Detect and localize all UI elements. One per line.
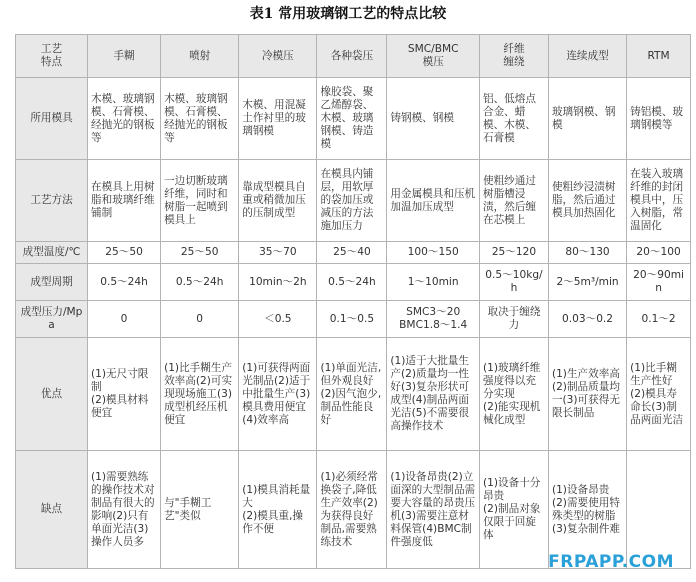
table-cell: (1)设备十分昂贵 (2)制品对象仅限于回旋体: [480, 451, 549, 569]
header-corner: 工艺 特点: [16, 35, 88, 78]
row-label: 工艺方法: [16, 160, 88, 242]
table-cell: [627, 451, 691, 569]
table-cell: (1)无尺寸限制 (2)模具材料便宜: [88, 338, 161, 451]
table-row: [16, 451, 691, 569]
row-label: 成型压力/Mpa: [16, 301, 88, 338]
table-cell: 橡胶袋、聚乙烯醇袋、木模、玻璃钢模、铸造模: [317, 78, 387, 160]
table-title: 表1 常用玻璃钢工艺的特点比较: [249, 6, 447, 22]
table-cell: 在装入玻璃纤维的封闭模具中，压入树脂，常温固化: [627, 160, 691, 242]
table-cell: (1)设备昂贵(2)立面深的大型制品需要大容量的昂贵压机(3)需要注意材料保管(4)BMC制件强度低: [387, 451, 480, 569]
table-cell: (1)生产效率高(2)制品质量均一(3)可获得无限长制品: [548, 338, 626, 451]
table-cell: 20～100: [627, 242, 691, 264]
table-cell: 取决于缠绕力: [480, 301, 549, 338]
table-cell: (1)设备昂贵 (2)需要使用特殊类型的树脂(3)复杂制件难: [548, 451, 626, 569]
table-cell: 10min～2h: [239, 264, 317, 301]
header-smc-bmc: SMC/BMC 模压: [387, 35, 480, 78]
table-cell: (1)需要熟练的操作技术对制品有很大的影响(2)只有单面光洁(3)操作人员多: [88, 451, 161, 569]
table-cell: 铸铝模、玻璃钢模等: [627, 78, 691, 160]
table-cell: 25～50: [88, 242, 161, 264]
table-cell: 0.03～0.2: [548, 301, 626, 338]
row-label: 成型温度/℃: [16, 242, 88, 264]
header-row: [16, 35, 691, 78]
table-cell: 2～5m³/min: [548, 264, 626, 301]
table-row: [16, 160, 691, 242]
table-cell: 用金属模具和压机加温加压成型: [387, 160, 480, 242]
table-cell: (1)比手糊生产性好(2)模具寿命长(3)制品两面光洁: [627, 338, 691, 451]
header-filament-winding: 纤维 缠绕: [480, 35, 549, 78]
table-cell: 0.1～0.5: [317, 301, 387, 338]
table-cell: 在模具上用树脂和玻璃纤维铺制: [88, 160, 161, 242]
table-cell: SMC3～20 BMC1.8～1.4: [387, 301, 480, 338]
table-cell: (1)玻璃纤维强度得以充分实现 (2)能实现机械化成型: [480, 338, 549, 451]
table-cell: 铸钢模、钢模: [387, 78, 480, 160]
table-cell: (1)比手糊生产效率高(2)可实现现场施工(3)成型机经压机便宜: [161, 338, 239, 451]
header-bag-molding: 各种袋压: [317, 35, 387, 78]
watermark: FRPAPP.COM: [548, 552, 674, 572]
table-cell: 0.1～2: [627, 301, 691, 338]
table-cell: 与"手糊工艺"类似: [161, 451, 239, 569]
row-label: 优点: [16, 338, 88, 451]
table-cell: 0.5～24h: [317, 264, 387, 301]
table-cell: 25～50: [161, 242, 239, 264]
row-label: 缺点: [16, 451, 88, 569]
table-cell: 0.5～24h: [88, 264, 161, 301]
table-cell: (1)模具消耗量大 (2)模具重,操作不便: [239, 451, 317, 569]
table-cell: 一边切断玻璃纤维，同时和树脂一起喷到模具上: [161, 160, 239, 242]
table-cell: 25～40: [317, 242, 387, 264]
header-cold-press: 冷模压: [239, 35, 317, 78]
row-label: 成型周期: [16, 264, 88, 301]
table-cell: 铝、低熔点合金、蜡模、木模、石膏模: [480, 78, 549, 160]
table-cell: 木模、玻璃钢模、石膏模、经抛光的钢板等: [161, 78, 239, 160]
table-cell: 木模、玻璃钢模、石膏模、经抛光的钢板等: [88, 78, 161, 160]
header-spray-up: 喷射: [161, 35, 239, 78]
table-row: [16, 338, 691, 451]
header-rtm: RTM: [627, 35, 691, 78]
table-cell: 玻璃钢模、钢模: [548, 78, 626, 160]
table-cell: 100～150: [387, 242, 480, 264]
table-cell: 0.5～24h: [161, 264, 239, 301]
table-cell: 使粗纱通过树脂槽浸渍，然后缠在芯模上: [480, 160, 549, 242]
table-row: [16, 242, 691, 264]
table-row: [16, 264, 691, 301]
header-hand-layup: 手糊: [88, 35, 161, 78]
header-pultrusion: 连续成型: [548, 35, 626, 78]
row-label: 所用模具: [16, 78, 88, 160]
table-cell: 0.5～10kg/h: [480, 264, 549, 301]
table-row: [16, 78, 691, 160]
table-cell: 木模、用混凝土作衬里的玻璃钢模: [239, 78, 317, 160]
table-row: [16, 301, 691, 338]
table-cell: 25～120: [480, 242, 549, 264]
table-cell: 80～130: [548, 242, 626, 264]
table-cell: 35～70: [239, 242, 317, 264]
table-cell: (1)必须经常换袋子,降低生产效率(2)为获得良好制品,需要熟练技术: [317, 451, 387, 569]
process-comparison-table: [15, 34, 691, 569]
table-cell: 靠成型模具自重或稍微加压的压制成型: [239, 160, 317, 242]
table-cell: 使粗纱浸渍树脂，然后通过模具加热固化: [548, 160, 626, 242]
table-cell: (1)单面光洁,但外观良好 (2)因气泡少,制品性能良好: [317, 338, 387, 451]
table-cell: 0: [88, 301, 161, 338]
table-cell: (1)可获得两面光制品(2)适于中批量生产(3)模具费用便宜(4)效率高: [239, 338, 317, 451]
table-cell: (1)适于大批量生产(2)质量均一性好(3)复杂形状可成型(4)制品两面光洁(5)不需要很高操作技术: [387, 338, 480, 451]
table-cell: 0: [161, 301, 239, 338]
table-cell: 20～90min: [627, 264, 691, 301]
table-cell: 1～10min: [387, 264, 480, 301]
table-cell: 在模具内铺层，用软厚的袋加压或减压的方法施加压力: [317, 160, 387, 242]
table-cell: ＜0.5: [239, 301, 317, 338]
